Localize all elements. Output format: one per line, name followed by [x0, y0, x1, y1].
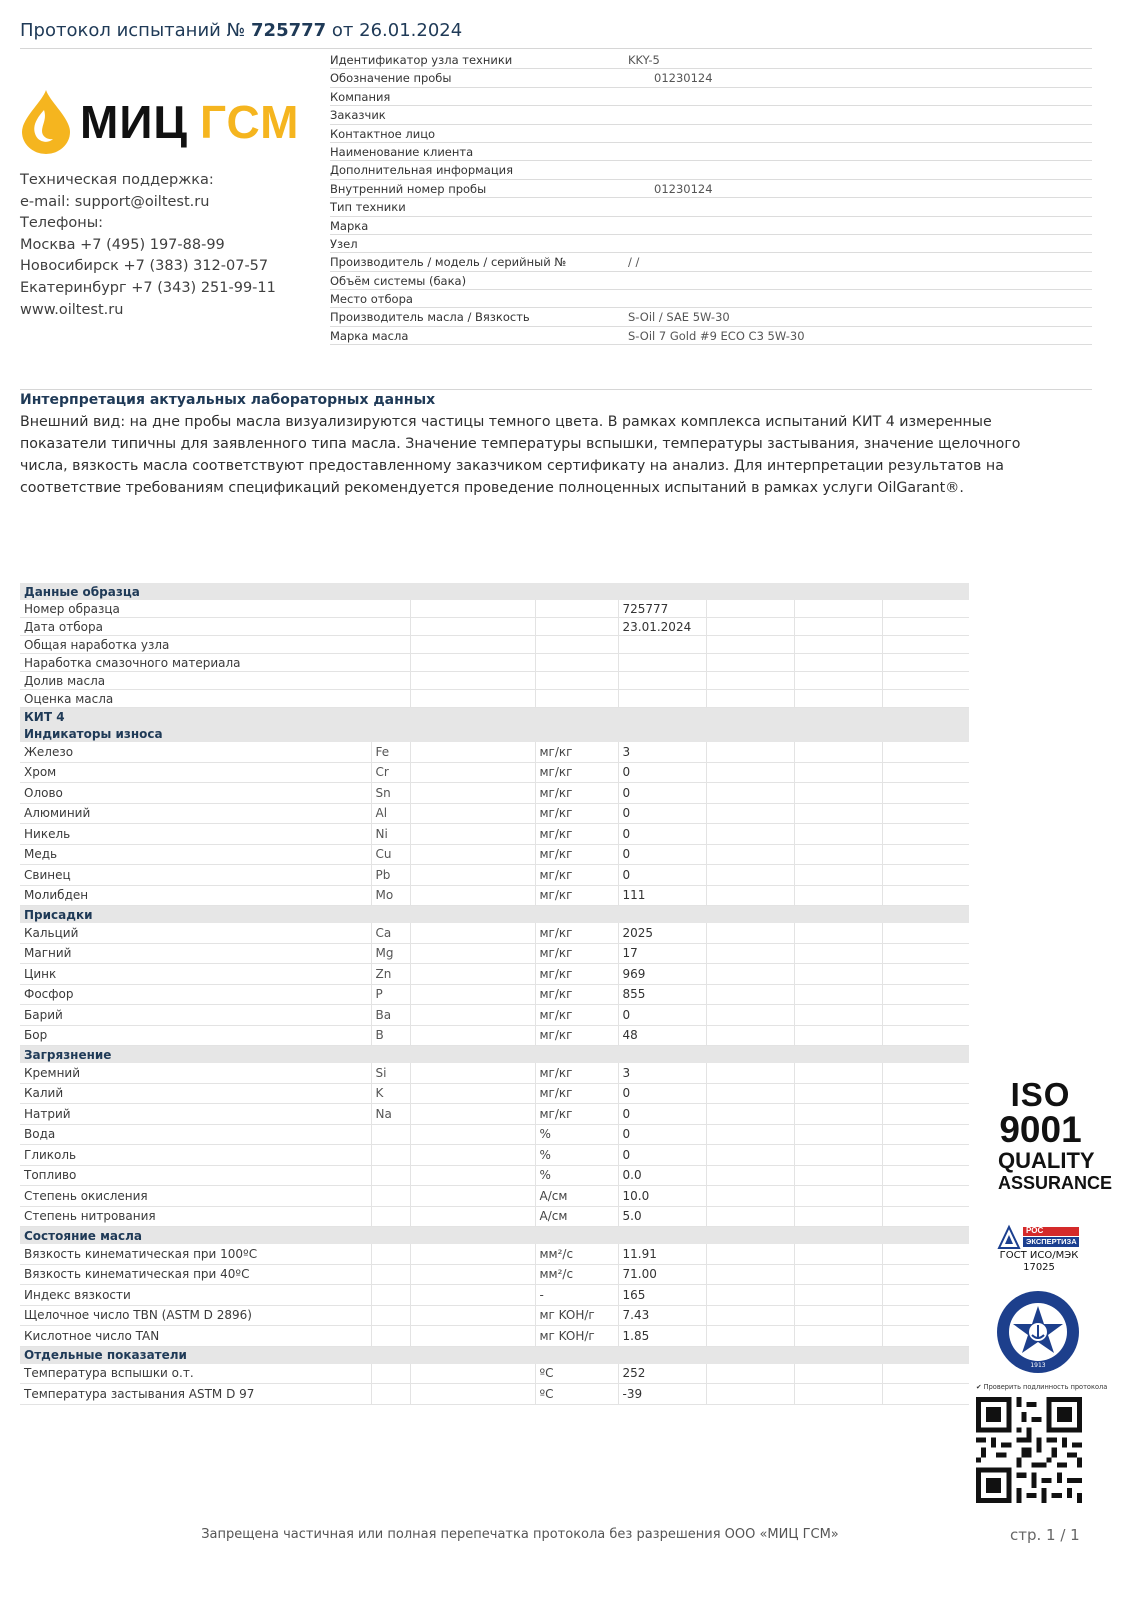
oil-drop-icon — [20, 88, 72, 154]
header-divider — [20, 48, 1092, 49]
table-row: Молибден Mo мг/кг 111 — [20, 885, 969, 906]
phone-novosibirsk: Новосибирск +7 (383) 312-07-57 — [20, 258, 269, 275]
meta-row: Марка масла S-Oil 7 Gold #9 ECO C3 5W-30 — [330, 327, 1092, 345]
table-row: Калий K мг/кг 0 — [20, 1083, 969, 1104]
support-label: Техническая поддержка: — [20, 172, 214, 188]
table-row: Температура вспышки о.т. ºС 252 — [20, 1364, 969, 1384]
table-row: Олово Sn мг/кг 0 — [20, 783, 969, 804]
table-row: Наработка смазочного материала — [20, 654, 969, 672]
table-row: Долив масла — [20, 672, 969, 690]
table-row: Железо Fe мг/кг 3 — [20, 742, 969, 762]
interpretation-title: Интерпретация актуальных лабораторных данных — [20, 392, 436, 408]
table-row: Дата отбора 23.01.2024 — [20, 618, 969, 636]
meta-row: Объём системы (бака) — [330, 272, 1092, 290]
ros-expertiza-logo: РОС ЭКСПЕРТИЗА — [997, 1224, 1081, 1250]
table-row: Барий Ba мг/кг 0 — [20, 1005, 969, 1026]
meta-row: Контактное лицо — [330, 125, 1092, 143]
meta-row: Место отбора — [330, 290, 1092, 308]
meta-row: Заказчик — [330, 106, 1092, 124]
table-row: Свинец Pb мг/кг 0 — [20, 865, 969, 886]
meta-row: Наименование клиента — [330, 143, 1092, 161]
protocol-date: от 26.01.2024 — [331, 20, 463, 41]
table-row: Кальций Ca мг/кг 2025 — [20, 923, 969, 943]
sample-meta-table — [330, 51, 1092, 345]
page-number: стр. 1 / 1 — [1010, 1526, 1080, 1544]
meta-row: Узел — [330, 235, 1092, 253]
table-row: Щелочное число TBN (ASTM D 2896) мг KOH/г 7.43 — [20, 1305, 969, 1326]
register-seal: 1913 — [996, 1290, 1080, 1374]
table-row: Вязкость кинематическая при 100ºС мм²/с 11.91 — [20, 1244, 969, 1264]
table-row: Цинк Zn мг/кг 969 — [20, 964, 969, 985]
iso-9001-badge: ISO 9001 QUALITY ASSURANCE — [998, 1076, 1113, 1193]
meta-row: Компания — [330, 88, 1092, 106]
meta-row: Производитель масла / Вязкость S-Oil / SAE 5W-30 — [330, 308, 1092, 326]
phone-ekaterinburg: Екатеринбург +7 (343) 251-99-11 — [20, 279, 276, 296]
table-row: Никель Ni мг/кг 0 — [20, 824, 969, 845]
section-header: Данные образца — [20, 583, 969, 600]
table-row: Вязкость кинематическая при 40ºС мм²/с 71.00 — [20, 1264, 969, 1285]
table-row: Степень окисления А/см 10.0 — [20, 1186, 969, 1207]
website: www.oiltest.ru — [20, 301, 124, 318]
table-row: Магний Mg мг/кг 17 — [20, 943, 969, 964]
phone-moscow: Москва +7 (495) 197-88-99 — [20, 236, 225, 253]
meta-row: Марка — [330, 217, 1092, 235]
table-row: Натрий Na мг/кг 0 — [20, 1104, 969, 1125]
ros-expertiza-badge: РОС ЭКСПЕРТИЗА ГОСТ ИСО/МЭК 17025 — [995, 1224, 1083, 1274]
meta-row: Производитель / модель / серийный № / / — [330, 253, 1092, 271]
table-row: Кислотное число TAN мг KOH/г 1.85 — [20, 1326, 969, 1347]
section-header: Отдельные показатели — [20, 1346, 969, 1364]
interpretation-text: Внешний вид: на дне пробы масла визуализируются частицы темного цвета. В рамках комплекса испытаний КИТ 4 измеренные показатели типичны для заявленного типа масла. Значение температуры вспышки, температуры застывания, значение щелочного числа, вязкость масла соответствуют предоставленному заказчиком сертификату на анализ. Для интерпретации результатов на соответствие требованиям спецификаций рекомендуется проведение полноценных испытаний в рамках услуги OilGarant®. — [20, 414, 1021, 496]
section-header: Состояние масла — [20, 1227, 969, 1245]
company-logo — [20, 88, 310, 158]
meta-row: Обозначение пробы 01230124 — [330, 69, 1092, 87]
meta-row: Дополнительная информация — [330, 161, 1092, 179]
table-row: Вода % 0 — [20, 1124, 969, 1145]
contacts-block — [20, 170, 276, 321]
section-header: Загрязнение — [20, 1046, 969, 1064]
meta-row: Тип техники — [330, 198, 1092, 216]
table-row: Хром Cr мг/кг 0 — [20, 762, 969, 783]
table-row: Степень нитрования А/см 5.0 — [20, 1206, 969, 1227]
table-row: Общая наработка узла — [20, 636, 969, 654]
meta-row: Идентификатор узла техники KKY-5 — [330, 51, 1092, 69]
protocol-number: 725777 — [251, 20, 327, 41]
results-table — [20, 583, 969, 1405]
table-row: Топливо % 0.0 — [20, 1165, 969, 1186]
table-row: Номер образца 725777 — [20, 600, 969, 618]
phones-label: Телефоны: — [20, 215, 104, 232]
table-row: Температура застывания ASTM D 97 ºС -39 — [20, 1384, 969, 1405]
table-row: Медь Cu мг/кг 0 — [20, 844, 969, 865]
section-header: Индикаторы износа — [20, 725, 969, 742]
table-row: Бор B мг/кг 48 — [20, 1025, 969, 1046]
table-row: Гликоль % 0 — [20, 1145, 969, 1166]
kit-header: КИТ 4 — [20, 708, 969, 726]
table-row: Индекс вязкости - 165 — [20, 1285, 969, 1306]
table-row: Кремний Si мг/кг 3 — [20, 1063, 969, 1083]
table-row: Алюминий Al мг/кг 0 — [20, 803, 969, 824]
table-row: Фосфор P мг/кг 855 — [20, 984, 969, 1005]
verify-authenticity-link[interactable]: ✔ Проверить подлинность протокола — [976, 1383, 1108, 1391]
shield-check-icon: ✔ — [976, 1383, 982, 1391]
table-row: Оценка масла — [20, 690, 969, 708]
section-divider — [20, 389, 1092, 390]
page-title: Протокол испытаний № 725777 от 26.01.2024 — [20, 20, 463, 41]
copyright-notice: Запрещена частичная или полная перепечатка протокола без разрешения ООО «МИЦ ГСМ» — [201, 1527, 839, 1542]
meta-row: Внутренний номер пробы 01230124 — [330, 180, 1092, 198]
logo-text: МИЦ ГСМ — [80, 96, 300, 148]
qr-code[interactable] — [976, 1397, 1082, 1503]
section-header: Присадки — [20, 906, 969, 924]
support-email: e-mail: support@oiltest.ru — [20, 193, 210, 210]
